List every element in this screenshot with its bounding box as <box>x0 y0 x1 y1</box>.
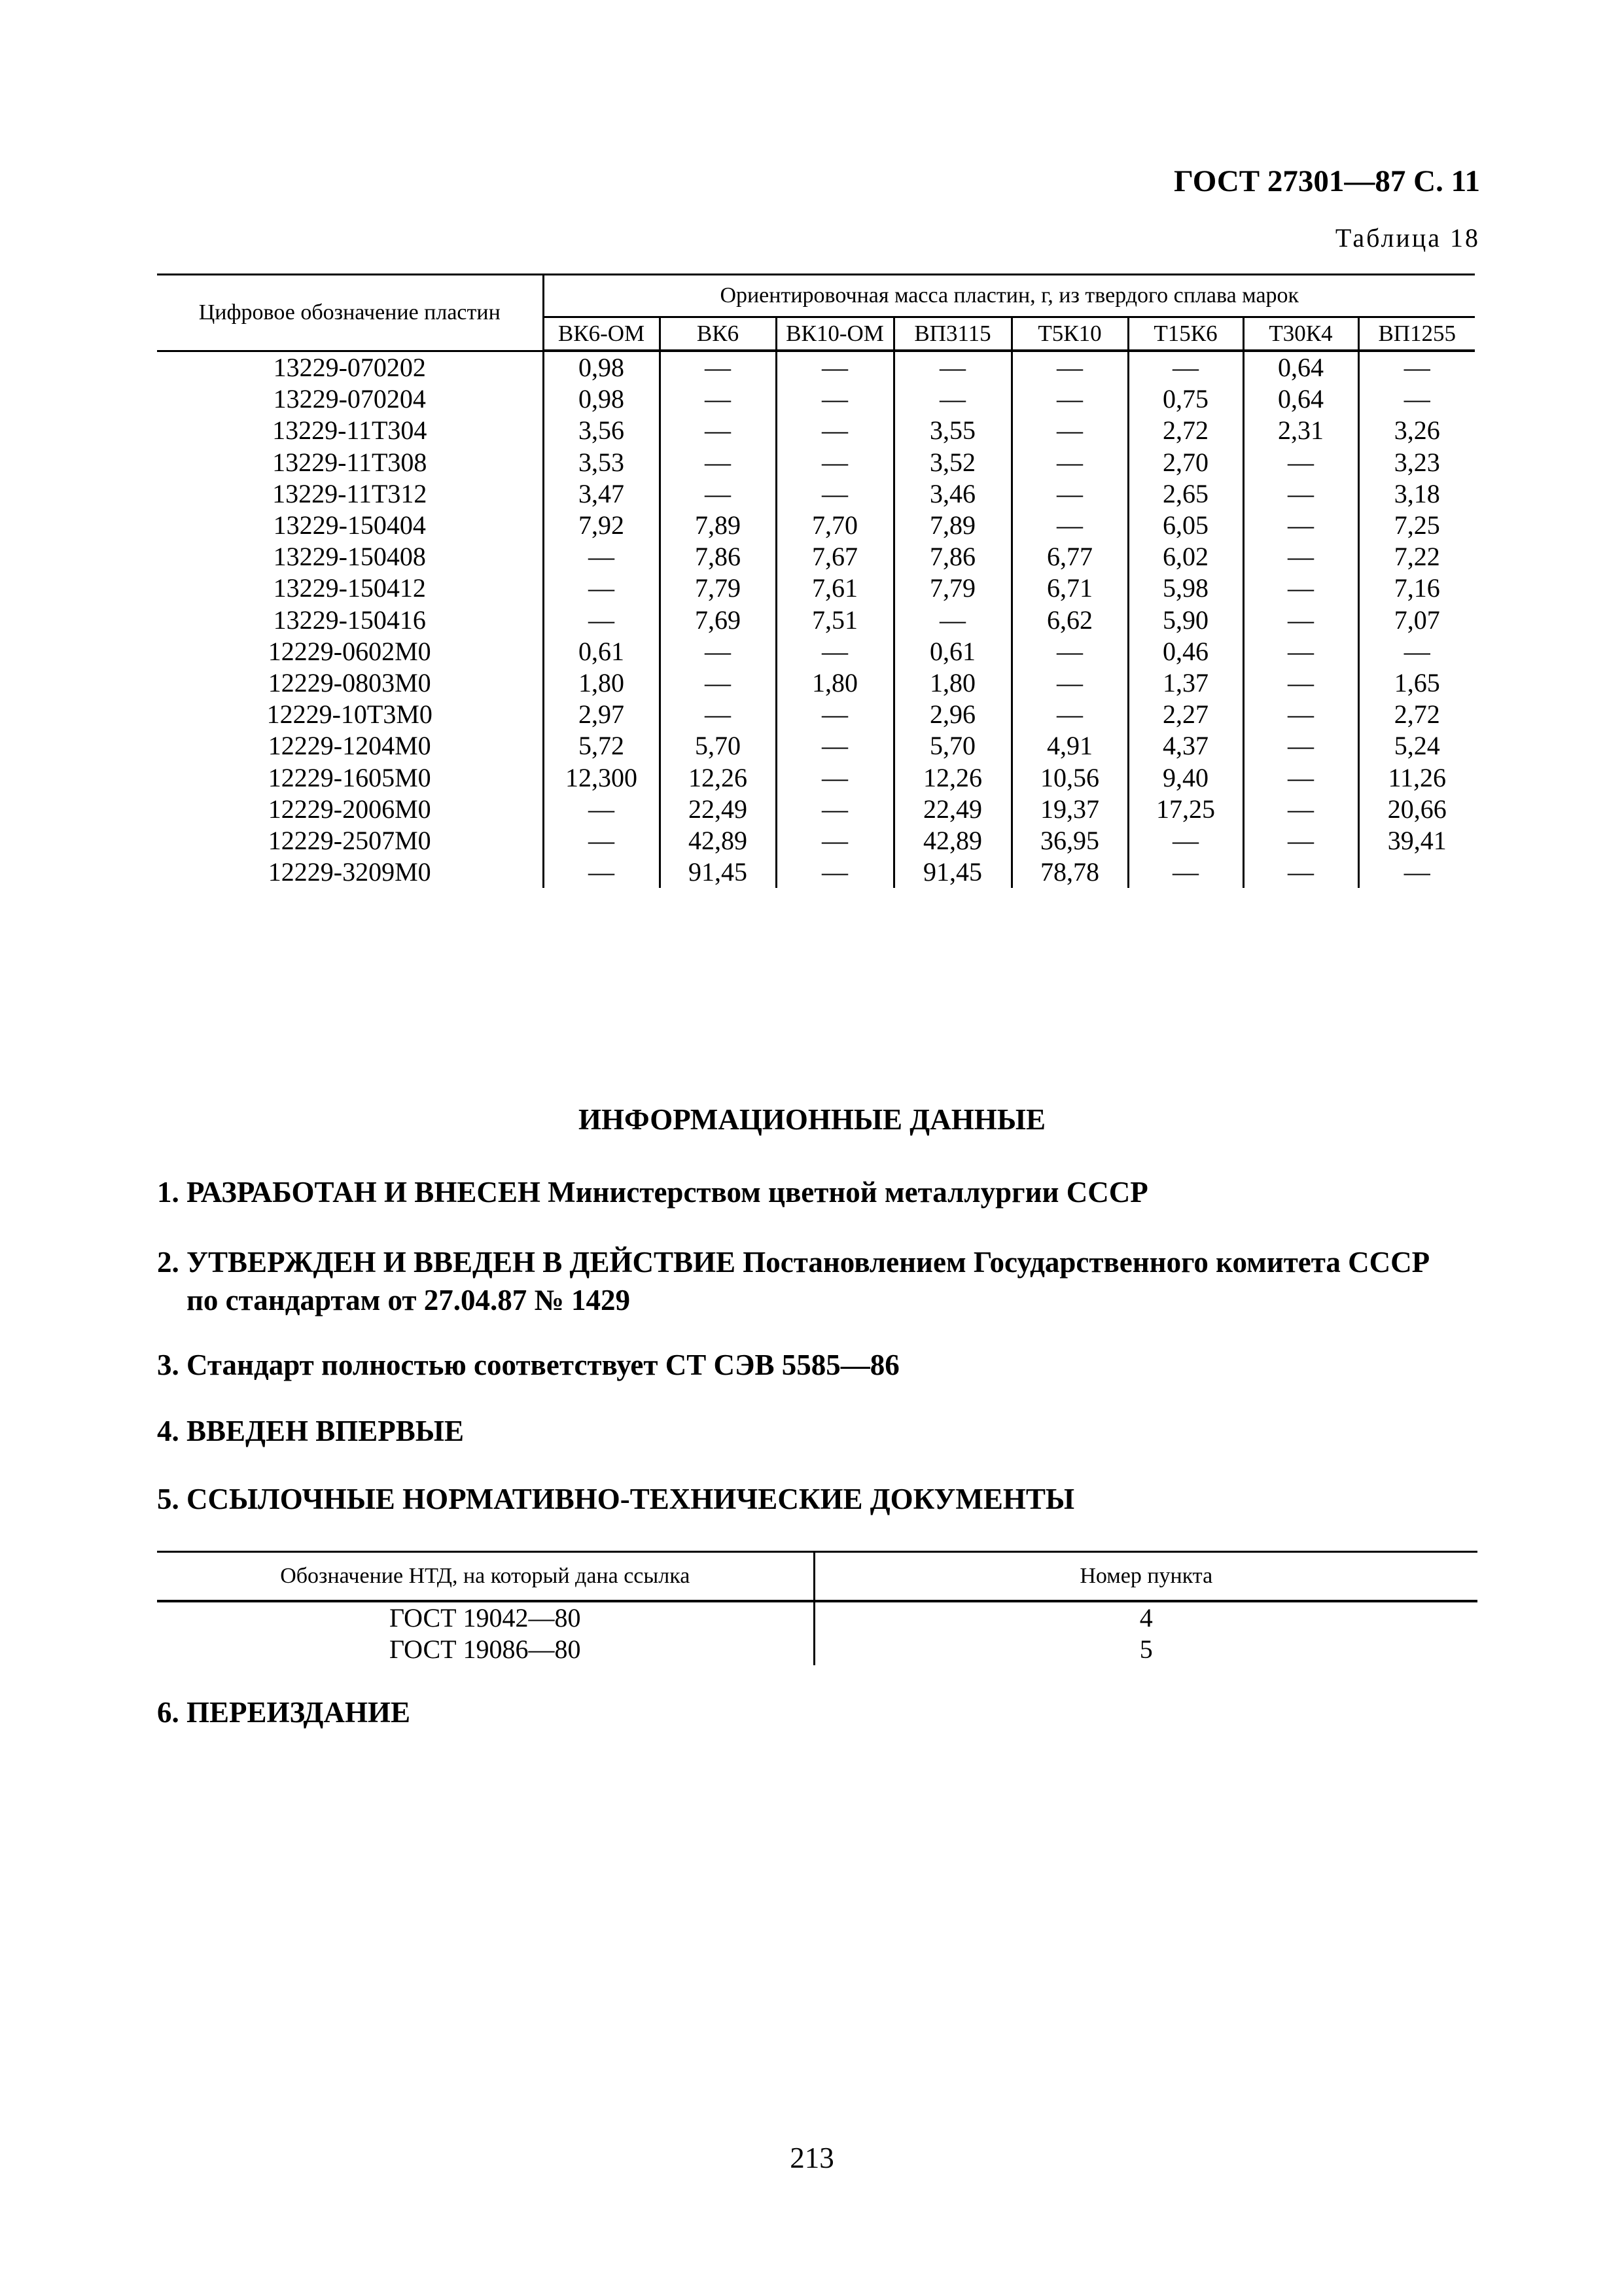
mass-cell: 2,31 <box>1243 415 1358 446</box>
mass-cell: — <box>776 415 894 446</box>
mass-cell: 3,56 <box>543 415 660 446</box>
mass-cell: 0,75 <box>1128 383 1243 415</box>
mass-cell: — <box>776 478 894 510</box>
column-header: ВК6-ОМ <box>543 317 660 351</box>
info-item-2-line-2: по стандартам от 27.04.87 № 1429 <box>186 1284 630 1316</box>
mass-cell: 7,86 <box>894 541 1012 573</box>
mass-cell: 7,22 <box>1358 541 1475 573</box>
mass-cell: 7,51 <box>776 605 894 636</box>
mass-cell: 1,80 <box>543 667 660 699</box>
mass-cell: 1,37 <box>1128 667 1243 699</box>
mass-cell: — <box>660 699 776 730</box>
mass-cell: 7,79 <box>660 573 776 604</box>
plate-designation: 12229-10Т3М0 <box>266 699 432 730</box>
mass-cell: 2,97 <box>543 699 660 730</box>
mass-cell: — <box>1243 447 1358 478</box>
plate-designation: 13229-070202 <box>273 352 426 382</box>
mass-cell: 0,61 <box>543 636 660 667</box>
table-row <box>157 636 1475 667</box>
mass-cell: — <box>776 794 894 825</box>
plate-designation: 13229-11Т312 <box>272 478 427 508</box>
mass-cell: — <box>660 383 776 415</box>
column-header: ВП3115 <box>894 317 1012 351</box>
mass-cell: — <box>543 857 660 888</box>
mass-cell: 5,72 <box>543 730 660 762</box>
ref-doc: ГОСТ 19042—80 <box>389 1603 581 1633</box>
mass-cell: — <box>1243 478 1358 510</box>
mass-cell: 4,37 <box>1128 730 1243 762</box>
mass-cell: 4,91 <box>1012 730 1128 762</box>
table-row <box>157 351 1475 383</box>
mass-cell: 7,86 <box>660 541 776 573</box>
column-header: ВП1255 <box>1358 317 1475 351</box>
plate-designation: 12229-2507М0 <box>268 825 431 855</box>
mass-cell: 0,64 <box>1243 351 1358 383</box>
mass-cell: — <box>1243 636 1358 667</box>
mass-cell: — <box>543 605 660 636</box>
name-column-header: Цифровое обозначение пластин <box>157 275 543 351</box>
mass-cell: 2,96 <box>894 699 1012 730</box>
plate-designation: 12229-3209М0 <box>268 857 431 887</box>
mass-cell: — <box>1128 825 1243 857</box>
table-row <box>157 794 1475 825</box>
mass-cell: 12,26 <box>660 762 776 793</box>
mass-cell: 17,25 <box>1128 794 1243 825</box>
mass-cell: 6,02 <box>1128 541 1243 573</box>
table-row <box>157 415 1475 446</box>
plate-designation: 13229-150408 <box>273 542 426 572</box>
mass-cell: — <box>1012 478 1128 510</box>
mass-cell: 3,55 <box>894 415 1012 446</box>
ref-doc: ГОСТ 19086—80 <box>389 1634 581 1664</box>
table-row <box>157 1601 1477 1634</box>
mass-cell: — <box>543 541 660 573</box>
mass-cell: — <box>1243 573 1358 604</box>
mass-cell: — <box>543 573 660 604</box>
mass-cell: 7,70 <box>776 510 894 541</box>
info-item-1: 1. РАЗРАБОТАН И ВНЕСЕН Министерством цветной металлургии СССР <box>157 1176 1148 1209</box>
info-item-3: 3. Стандарт полностью соответствует СТ СЭВ 5585—86 <box>157 1349 900 1381</box>
mass-cell: — <box>1243 510 1358 541</box>
plate-designation: 12229-0803М0 <box>268 667 431 698</box>
mass-cell: 0,98 <box>543 383 660 415</box>
mass-cell: — <box>894 383 1012 415</box>
table-row <box>157 667 1475 699</box>
mass-cell: — <box>776 383 894 415</box>
table-row <box>157 605 1475 636</box>
page-number: 213 <box>790 2142 834 2174</box>
mass-cell: 42,89 <box>660 825 776 857</box>
mass-cell: — <box>1012 667 1128 699</box>
mass-cell: 6,77 <box>1012 541 1128 573</box>
mass-cell: — <box>1243 605 1358 636</box>
plate-designation: 13229-150416 <box>273 605 426 635</box>
mass-cell: 1,80 <box>894 667 1012 699</box>
mass-cell: — <box>776 730 894 762</box>
table-row <box>157 699 1475 730</box>
mass-cell: 3,46 <box>894 478 1012 510</box>
ref-clause-header: Номер пункта <box>814 1552 1477 1602</box>
mass-cell: 7,16 <box>1358 573 1475 604</box>
table-row <box>157 478 1475 510</box>
ref-clause: 5 <box>814 1634 1477 1665</box>
mass-cell: — <box>1012 699 1128 730</box>
plate-designation: 12229-2006М0 <box>268 794 431 824</box>
mass-cell: 42,89 <box>894 825 1012 857</box>
table-18 <box>157 274 1475 888</box>
column-header: ВК10-ОМ <box>776 317 894 351</box>
mass-cell: 5,70 <box>894 730 1012 762</box>
mass-cell: — <box>660 415 776 446</box>
mass-cell: — <box>543 825 660 857</box>
mass-cell: 2,70 <box>1128 447 1243 478</box>
mass-cell: — <box>776 857 894 888</box>
mass-cell: 0,61 <box>894 636 1012 667</box>
mass-cell: — <box>776 447 894 478</box>
mass-cell: 2,65 <box>1128 478 1243 510</box>
mass-cell: 0,98 <box>543 351 660 383</box>
mass-cell: 5,90 <box>1128 605 1243 636</box>
mass-cell: 2,72 <box>1358 699 1475 730</box>
mass-cell: 19,37 <box>1012 794 1128 825</box>
reference-table <box>157 1551 1477 1665</box>
mass-cell: — <box>660 636 776 667</box>
mass-cell: — <box>660 351 776 383</box>
mass-cell: 78,78 <box>1012 857 1128 888</box>
document-header: ГОСТ 27301—87 С. 11 <box>1173 164 1480 198</box>
mass-cell: 6,05 <box>1128 510 1243 541</box>
mass-cell: 3,23 <box>1358 447 1475 478</box>
mass-cell: 3,53 <box>543 447 660 478</box>
mass-cell: — <box>1012 636 1128 667</box>
mass-cell: 7,61 <box>776 573 894 604</box>
mass-cell: 7,67 <box>776 541 894 573</box>
plate-designation: 12229-1605М0 <box>268 762 431 792</box>
mass-cell: — <box>1012 351 1128 383</box>
column-header: Т5К10 <box>1012 317 1128 351</box>
mass-cell: — <box>776 351 894 383</box>
mass-cell: 20,66 <box>1358 794 1475 825</box>
table-row <box>157 447 1475 478</box>
mass-cell: — <box>1243 762 1358 793</box>
mass-cell: — <box>660 667 776 699</box>
mass-cell: 3,26 <box>1358 415 1475 446</box>
mass-cell: 91,45 <box>660 857 776 888</box>
plate-designation: 13229-070204 <box>273 384 426 414</box>
mass-cell: 3,18 <box>1358 478 1475 510</box>
mass-cell: 7,07 <box>1358 605 1475 636</box>
info-item-4: 4. ВВЕДЕН ВПЕРВЫЕ <box>157 1415 465 1447</box>
mass-cell: 9,40 <box>1128 762 1243 793</box>
mass-cell: 3,47 <box>543 478 660 510</box>
mass-cell: — <box>776 699 894 730</box>
plate-designation: 12229-0602М0 <box>268 636 431 666</box>
table-row <box>157 383 1475 415</box>
mass-cell: — <box>894 605 1012 636</box>
table-row <box>157 730 1475 762</box>
mass-cell: — <box>1243 857 1358 888</box>
mass-cell: 22,49 <box>660 794 776 825</box>
plate-designation: 13229-150412 <box>273 573 426 603</box>
mass-cell: 5,98 <box>1128 573 1243 604</box>
mass-cell: — <box>1358 857 1475 888</box>
mass-cell: 5,70 <box>660 730 776 762</box>
info-item-5: 5. ССЫЛОЧНЫЕ НОРМАТИВНО-ТЕХНИЧЕСКИЕ ДОКУМЕНТЫ <box>157 1483 1075 1515</box>
column-header: Т30К4 <box>1243 317 1358 351</box>
table-row <box>157 510 1475 541</box>
mass-cell: 7,89 <box>894 510 1012 541</box>
plate-designation: 12229-1204М0 <box>268 731 431 761</box>
mass-cell: — <box>1012 383 1128 415</box>
info-item-2 <box>157 1243 1479 1319</box>
mass-cell: 3,52 <box>894 447 1012 478</box>
mass-cell: 7,89 <box>660 510 776 541</box>
mass-cell: — <box>1358 636 1475 667</box>
column-header: ВК6 <box>660 317 776 351</box>
mass-cell: 7,25 <box>1358 510 1475 541</box>
mass-cell: 39,41 <box>1358 825 1475 857</box>
mass-cell: 7,69 <box>660 605 776 636</box>
info-item-2-line-1: 2. УТВЕРЖДЕН И ВВЕДЕН В ДЕЙСТВИЕ Постановлением Государственного комитета СССР <box>157 1246 1430 1279</box>
table-row <box>157 573 1475 604</box>
mass-cell: 6,71 <box>1012 573 1128 604</box>
info-section-title: ИНФОРМАЦИОННЫЕ ДАННЫЕ <box>578 1103 1046 1136</box>
mass-cell: 22,49 <box>894 794 1012 825</box>
mass-cell: 91,45 <box>894 857 1012 888</box>
mass-cell: 2,27 <box>1128 699 1243 730</box>
ref-doc-header: Обозначение НТД, на который дана ссылка <box>157 1552 814 1602</box>
mass-cell: 0,64 <box>1243 383 1358 415</box>
table-row <box>157 1634 1477 1665</box>
mass-cell: — <box>1243 667 1358 699</box>
mass-cell: — <box>543 794 660 825</box>
plate-designation: 13229-11Т308 <box>272 447 427 477</box>
mass-cell: — <box>1128 351 1243 383</box>
mass-cell: — <box>1243 541 1358 573</box>
column-header: Т15К6 <box>1128 317 1243 351</box>
mass-cell: — <box>1358 383 1475 415</box>
plate-designation: 13229-11Т304 <box>272 415 427 446</box>
table-label: Таблица 18 <box>1335 223 1480 253</box>
mass-cell: — <box>1358 351 1475 383</box>
mass-cell: — <box>776 636 894 667</box>
ref-clause: 4 <box>814 1601 1477 1634</box>
mass-cell: — <box>1243 699 1358 730</box>
mass-cell: 11,26 <box>1358 762 1475 793</box>
mass-cell: 1,80 <box>776 667 894 699</box>
mass-cell: 36,95 <box>1012 825 1128 857</box>
mass-cell: — <box>660 447 776 478</box>
mass-cell: — <box>1012 510 1128 541</box>
mass-cell: 0,46 <box>1128 636 1243 667</box>
mass-cell: 2,72 <box>1128 415 1243 446</box>
mass-cell: 6,62 <box>1012 605 1128 636</box>
mass-cell: 1,65 <box>1358 667 1475 699</box>
mass-cell: — <box>776 825 894 857</box>
mass-cell: — <box>1128 857 1243 888</box>
mass-cell: — <box>1243 825 1358 857</box>
plate-designation: 13229-150404 <box>273 510 426 540</box>
mass-cell: — <box>1012 415 1128 446</box>
mass-cell: — <box>1012 447 1128 478</box>
mass-cell: 7,79 <box>894 573 1012 604</box>
mass-cell: 7,92 <box>543 510 660 541</box>
table-row <box>157 825 1475 857</box>
mass-cell: 12,300 <box>543 762 660 793</box>
table-row <box>157 762 1475 793</box>
table-row <box>157 541 1475 573</box>
info-item-6: 6. ПЕРЕИЗДАНИЕ <box>157 1696 411 1729</box>
mass-group-header: Ориентировочная масса пластин, г, из твердого сплава марок <box>543 275 1475 317</box>
table-row <box>157 857 1475 888</box>
mass-cell: 5,24 <box>1358 730 1475 762</box>
mass-cell: — <box>660 478 776 510</box>
mass-cell: 12,26 <box>894 762 1012 793</box>
mass-cell: — <box>776 762 894 793</box>
mass-cell: — <box>1243 730 1358 762</box>
mass-cell: 10,56 <box>1012 762 1128 793</box>
mass-cell: — <box>1243 794 1358 825</box>
mass-cell: — <box>894 351 1012 383</box>
